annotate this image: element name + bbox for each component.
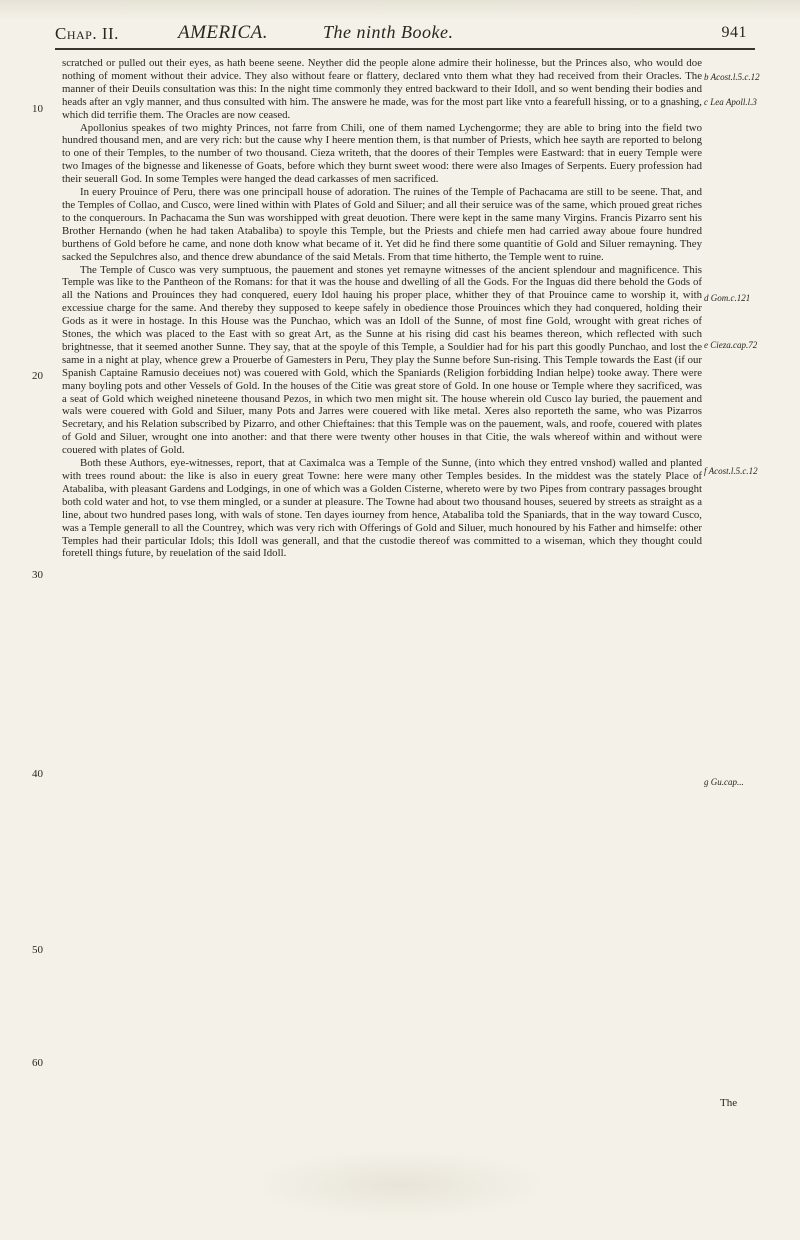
line-number: 20: [32, 370, 43, 382]
line-number: 50: [32, 944, 43, 956]
line-number: 40: [32, 768, 43, 780]
chapter-label: Chap. II.: [55, 24, 119, 43]
margin-note: b Acost.l.5.c.12: [704, 72, 760, 82]
line-number: 30: [32, 569, 43, 581]
page-number: 941: [721, 24, 747, 41]
paragraph: The Temple of Cusco was very sumptuous, the pauement and stones yet remayne witnesses of the ancient splendour and magnificence. This Temple was like to the Pantheon of the Romans: for that it was the house and dwelling of all the Gods. For the Inguas did there behold the Gods of all the Nations and Prouinces they had conquered, euery Idol hauing his proper place, whither they of that Prouince came to worship it, with excessiue charge for the same. And thereby they supposed to keepe safely in obedience those Prouinces which they had conquered, holding their Gods as it were in hostage. In this House was the Punchao, which was an Idoll of the Sunne, of most fine Gold, wrought with great riches of Stones, the which was placed to the East with so great Art, as the Sunne at his rising did cast his beames thereon, which reflected with such brightnesse, that it seemed another Sunne. They say, that at the spoyle of this Temple, a Souldier had for his part this goodly Punchao, and lost the same in a night at play, whence grew a Prouerbe of Gamesters in Peru, They play the Sunne before Sun-rising. This Temple towards the East (if our Spanish Captaine Ramusio deceiues not) was couered with Gold, which the Spaniards (Religion forbidding Indian helpe) tooke away. There were many boyling pots and other Vessels of Gold. In the houses of the Citie was great store of Gold. In one house or Temple where they sacrificed, was a seat of Gold which weighed nineteene thousand Pezos, in which two men might sit. The house wherein old Cusco lay buried, the pauement and wals were couered with Gold and Siluer, many Pots and Jarres were couered with like metal. Xeres also reporteth the same, who was Pizarros Secretary, and his Relation subscribed by Pizarro, and other Chieftaines: that this Temple was on the pauement, wals, and roofe, couered with plates of Gold and Siluer, wrought one into another: and that there were twenty other houses in that Citie, the wals whereof within and without were couered with plates of Gold.: [62, 263, 702, 457]
paragraph: scratched or pulled out their eyes, as hath beene seene. Neyther did the people alone admire their holinesse, but the Princes also, who would doe nothing of moment without their advice. They also without feare or flattery, declared vnto them what they had received from their Oracles. The manner of their Deuils consultation was this: In the night time commonly they entred backward to their Idoll, and so went bending their bodies and heads after an vgly manner, and thus consulted with him. The answere he made, was for the most part like vnto a fearefull hissing, or to a gnashing, which did terrifie them. The Oracles are now ceased.: [62, 57, 702, 121]
paragraph: Apollonius speakes of two mighty Princes, not farre from Chili, one of them named Lychengorme; they are able to bring into the field two hundred thousand men, and are very rich: but the cause why I heere mention them, is that number of Priests, which hee sayth are reported to belong to one of their Temples, to the number of two thousand. Cieza writeth, that the doores of their Temples were Eastward: that in euery Temple were two Images of the bignesse and likenesse of Goats, before which they burnt sweet wood: there were also Images of Serpents. Euery profession had their seuerall God. In some Temples were hanged the dead carkasses of men sacrificed.: [62, 121, 702, 186]
paragraph: In euery Prouince of Peru, there was one principall house of adoration. The ruines of the Temple of Pachacama are still to be seene. That, and the Temples of Collao, and Cusco, were lined within with Plates of Gold and Siluer; and all their seruice was of the same, which proued great riches to the conquerours. In Pachacama the Sun was worshipped with great deuotion. There were kept in the same many Virgins. Francis Pizarro sent his Brother Hernando (when he had taken Atabaliba) to spoyle this Temple, but the Priests and chiefe men had carried away aboue foure hundred burthens of Gold before he came, and none doth know what became of it. Yet did he find there some quantitie of Gold and Siluer remayning. They sacked the Sepulchres also, and thence drew abundance of the said Metals. From that time hitherto, the Temple went to ruine.: [62, 186, 702, 263]
paper-stain: [250, 1150, 550, 1220]
margin-note: e Cieza.cap.72: [704, 340, 758, 350]
margin-note: c Lea Apoll.l.3: [704, 97, 757, 107]
body-text: [62, 57, 702, 560]
line-number: 10: [32, 103, 43, 115]
page-top-edge: [0, 0, 800, 20]
book-label: The ninth Booke.: [323, 22, 454, 42]
line-number: 60: [32, 1057, 43, 1069]
margin-note: g Gu.cap...: [704, 777, 744, 787]
catchword: The: [720, 1097, 738, 1109]
header-rule: [55, 48, 755, 50]
margin-note: f Acost.l.5.c.12: [704, 466, 758, 476]
margin-note: d Gom.c.121: [704, 293, 751, 303]
paragraph: Both these Authors, eye-witnesses, report, that at Caximalca was a Temple of the Sunne, (into which they entred vnshod) walled and planted with trees round about: the like is also in euery great Towne: here were many other Temples besides. In the middest was the stately Place of Atabaliba, with pleasant Gardens and Lodgings, in one of which was a Golden Cisterne, whereto were by two Pipes from contrary passages brought both cold water and hot, to vse them mingled, or a sunder at pleasure. The Towne had about two thousand houses, seuered by streets as straight as a line, about two hundred pases long, with wals of stone. Ten dayes iourney from hence, Atabaliba told the Spaniards, that in the way toward Cusco, was a Temple generall to all the Countrey, which was very rich with Offerings of Gold and Siluer, much honoured by his Father and himselfe: other Temples had their particular Idols; this Idoll was generall, and that the custodie thereof was committed to a wiseman, which they thought could foretell things future, by reuelation of the said Idoll.: [62, 457, 702, 560]
running-header: [55, 22, 755, 46]
header-title: AMERICA.: [178, 22, 269, 43]
